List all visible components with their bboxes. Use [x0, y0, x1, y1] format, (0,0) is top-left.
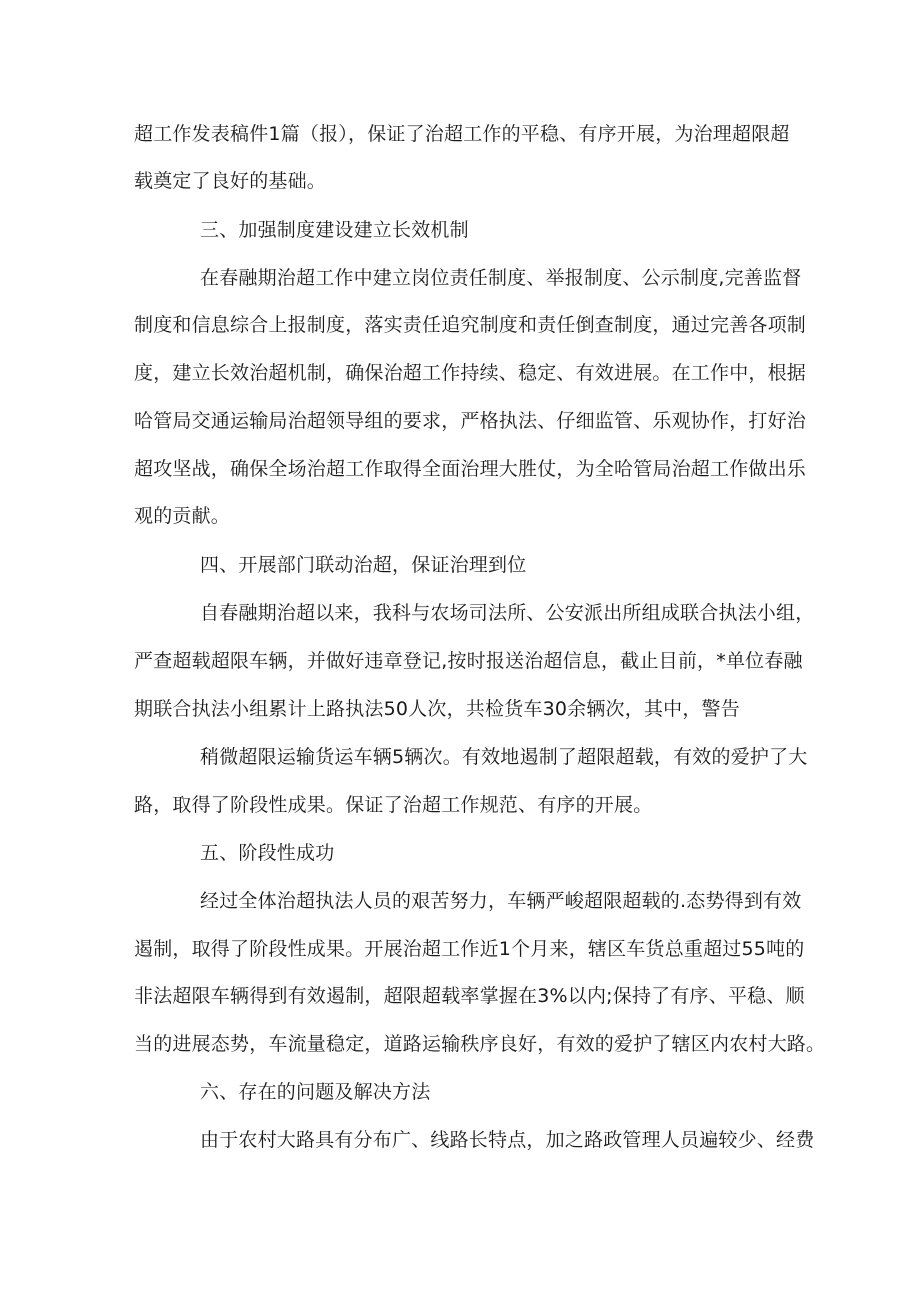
text-line: 自春融期治超以来，我科与农场司法所、公安派出所组成联合执法小组， [200, 602, 815, 624]
text-line: 非法超限车辆得到有效遏制，超限超载率掌握在3%以内;保持了有序、平稳、顺 [134, 985, 805, 1007]
text-line: 由于农村大路具有分布广、线路长特点，加之路政管理人员遍较少、经费 [200, 1129, 815, 1151]
text-line: 期联合执法小组累计上路执法50人次，共检货车30余辆次，其中，警告 [134, 698, 740, 720]
text-line: 度，建立长效治超机制，确保治超工作持续、稳定、有效进展。在工作中，根据 [134, 362, 807, 384]
text-line: 超攻坚战，确保全场治超工作取得全面治理大胜仗，为全哈管局治超工作做出乐 [134, 458, 807, 480]
text-line: 载奠定了良好的基础。 [134, 170, 327, 192]
text-line: 观的贡献。 [134, 505, 231, 527]
text-line: 路，取得了阶段性成果。保证了治超工作规范、有序的开展。 [134, 794, 653, 816]
section-heading: 四、开展部门联动治超，保证治理到位 [200, 554, 527, 576]
text-line: 经过全体治超执法人员的艰苦努力，车辆严峻超限超载的.态势得到有效 [200, 890, 802, 912]
text-line: 当的进展态势，车流量稳定，道路运输秩序良好，有效的爱护了辖区内农村大路。 [134, 1033, 826, 1055]
text-line: 哈管局交通运输局治超领导组的要求，严格执法、仔细监管、乐观协作，打好治 [134, 410, 807, 432]
text-line: 稍微超限运输货运车辆5辆次。有效地遏制了超限超载，有效的爱护了大 [200, 746, 808, 768]
text-line: 在春融期治超工作中建立岗位责任制度、举报制度、公示制度,完善监督 [200, 267, 802, 289]
text-line: 超工作发表稿件1篇（报），保证了治超工作的平稳、有序开展，为治理超限超 [134, 123, 790, 145]
text-line: 遏制，取得了阶段性成果。开展治超工作近1个月来，辖区车货总重超过55吨的 [134, 938, 805, 960]
section-heading: 六、存在的问题及解决方法 [200, 1081, 431, 1103]
section-heading: 三、加强制度建设建立长效机制 [200, 219, 469, 241]
text-line: 制度和信息综合上报制度，落实责任追究制度和责任倒查制度，通过完善各项制 [134, 314, 807, 336]
text-line: 严查超载超限车辆，并做好违章登记,按时报送治超信息，截止目前，*单位春融 [134, 650, 803, 672]
section-heading: 五、阶段性成功 [200, 842, 335, 864]
